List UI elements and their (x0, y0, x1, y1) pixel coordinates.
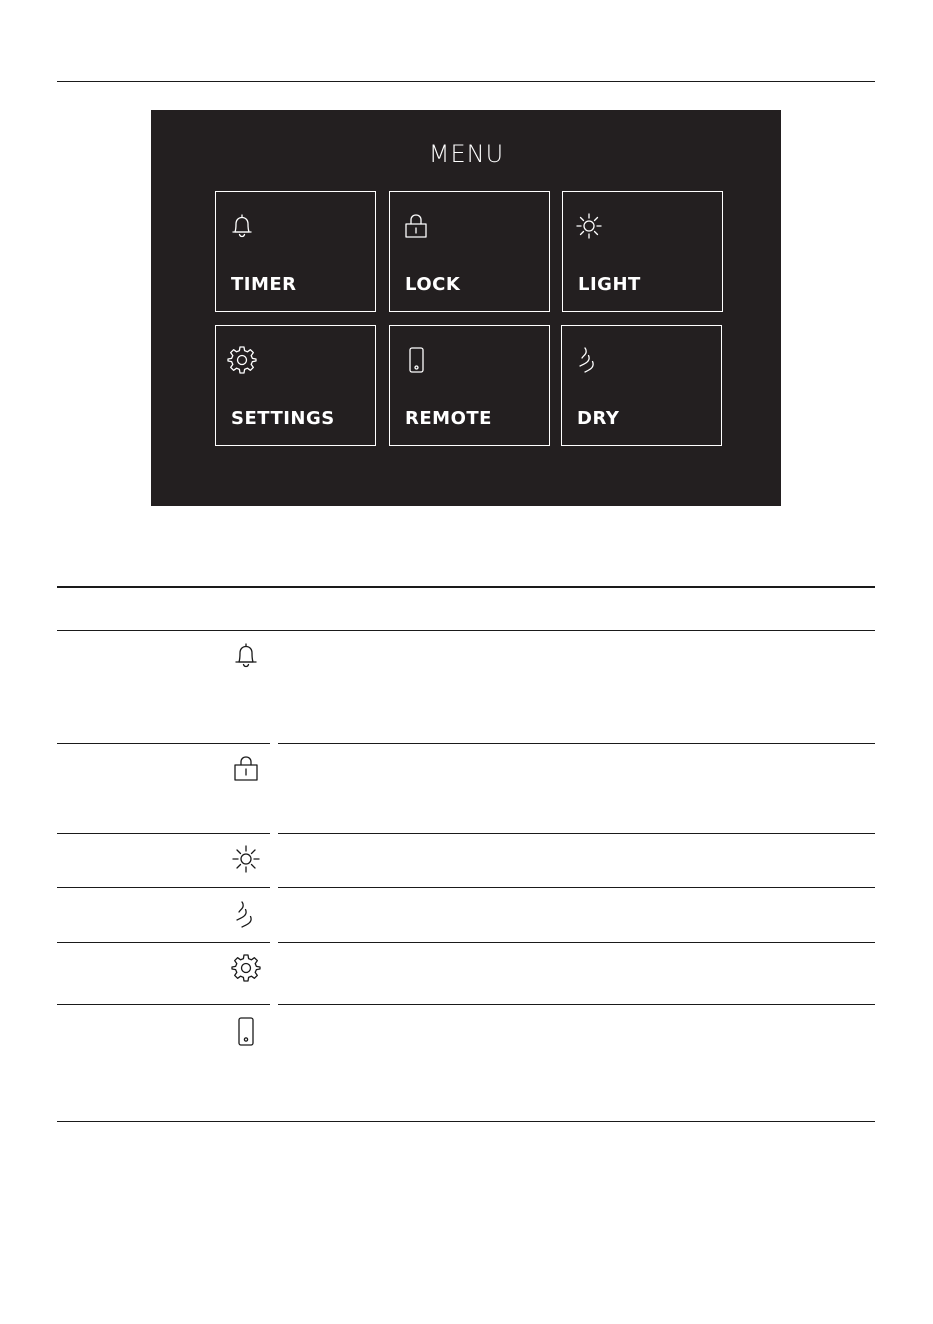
phone-icon (400, 344, 432, 376)
row-rule (57, 942, 270, 943)
row-rule (57, 743, 270, 744)
gear-icon (226, 344, 258, 376)
dry-icon (572, 344, 604, 376)
lock-icon (230, 752, 262, 784)
phone-icon (230, 1015, 262, 1047)
light-icon (230, 843, 262, 875)
light-icon (573, 210, 605, 242)
tile-lock[interactable] (389, 191, 550, 312)
bell-icon (226, 210, 258, 242)
row-rule (278, 833, 875, 834)
row-rule (57, 833, 270, 834)
row-rule (278, 942, 875, 943)
tile-timer[interactable] (215, 191, 376, 312)
tile-settings[interactable] (215, 325, 376, 446)
tile-label: TIMER (231, 274, 297, 295)
row-rule (278, 743, 875, 744)
table-top-rule (57, 586, 875, 588)
tile-remote[interactable] (389, 325, 550, 446)
tile-label: LIGHT (578, 274, 641, 295)
dry-icon (230, 898, 262, 930)
row-rule (278, 1004, 875, 1005)
tile-label: REMOTE (405, 408, 492, 429)
row-rule (278, 887, 875, 888)
tile-label: SETTINGS (231, 408, 335, 429)
tile-label: LOCK (405, 274, 461, 295)
tile-label: DRY (577, 408, 620, 429)
tile-light[interactable] (562, 191, 723, 312)
table-header-rule (57, 630, 875, 631)
row-rule (57, 887, 270, 888)
header-rule (57, 81, 875, 82)
table-bottom-rule (57, 1121, 875, 1122)
gear-icon (230, 952, 262, 984)
tile-dry[interactable] (561, 325, 722, 446)
bell-icon (230, 640, 262, 672)
lock-icon (400, 210, 432, 242)
row-rule (57, 1004, 270, 1005)
menu-title: MENU (428, 140, 505, 168)
